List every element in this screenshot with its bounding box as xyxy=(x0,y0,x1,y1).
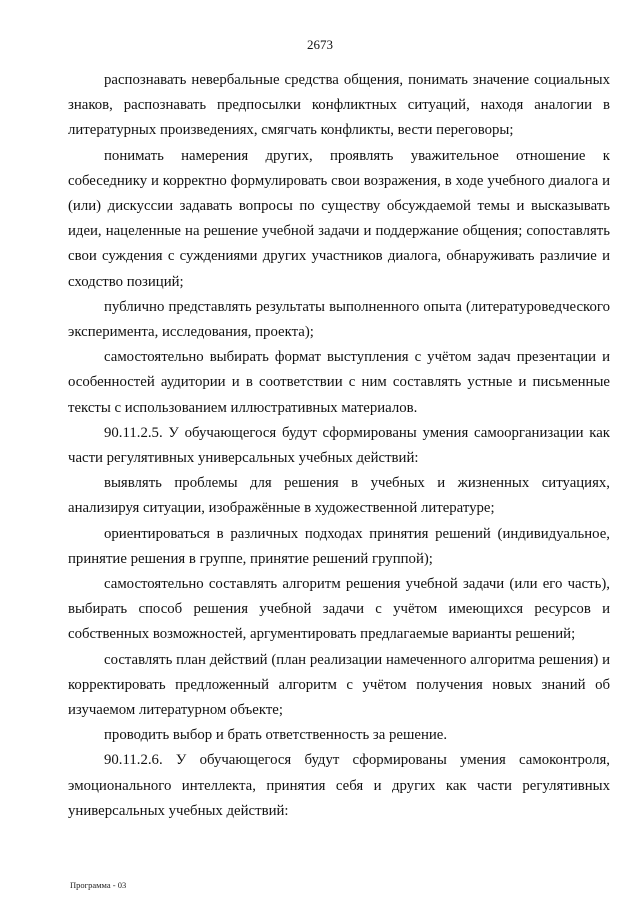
paragraph: составлять план действий (план реализации намеченного алгоритма решения) и корректировать предложенный алгоритм с учётом получения новых знаний об изучаемом литературном объекте; xyxy=(68,651,610,719)
document-body xyxy=(68,68,610,824)
paragraph: проводить выбор и брать ответственность за решение. xyxy=(104,727,448,744)
paragraph: ориентироваться в различных подходах принятия решений (индивидуальное, принятие решения в группе, принятие решений группой); xyxy=(68,525,610,567)
footer-label: Программа - 03 xyxy=(70,880,127,890)
section-heading-paragraph: 90.11.2.6. У обучающегося будут сформированы умения самоконтроля, эмоционального интеллекта, принятия себя и других как части регулятивных универсальных учебных действий: xyxy=(68,752,610,819)
paragraph: самостоятельно выбирать формат выступления с учётом задач презентации и особенностей аудитории и в соответствии с ним составлять устные и письменные тексты с использованием иллюстративных материалов. xyxy=(68,349,610,416)
paragraph: самостоятельно составлять алгоритм решения учебной задачи (или его часть), выбирать способ решения учебной задачи с учётом имеющихся ресурсов и собственных возможностей, аргументировать предлагаемые варианты решений; xyxy=(68,576,610,643)
page-number: 2673 xyxy=(307,37,333,52)
paragraph: публично представлять результаты выполненного опыта (литературоведческого эксперимента, исследования, проекта); xyxy=(68,298,610,341)
paragraph: выявлять проблемы для решения в учебных и жизненных ситуациях, анализируя ситуации, изображённые в художественной литературе; xyxy=(68,475,610,517)
section-heading-paragraph: 90.11.2.5. У обучающегося будут сформированы умения самоорганизации как части регулятивных универсальных учебных действий: xyxy=(68,424,610,467)
paragraph: распознавать невербальные средства общения, понимать значение социальных знаков, распознавать предпосылки конфликтных ситуаций, находя аналогии в литературных произведениях, смягчать конфликты, вести переговоры; xyxy=(68,72,610,139)
paragraph: понимать намерения других, проявлять уважительное отношение к собеседнику и корректно формулировать свои возражения, в ходе учебного диалога и (или) дискуссии задавать вопросы по существу обсуждаемой темы и высказывать идеи, нацеленные на решение учебной задачи и поддержание общения; сопоставлять свои суждения с суждениями других участников диалога, обнаруживать различие и сходство позиций; xyxy=(68,147,610,290)
